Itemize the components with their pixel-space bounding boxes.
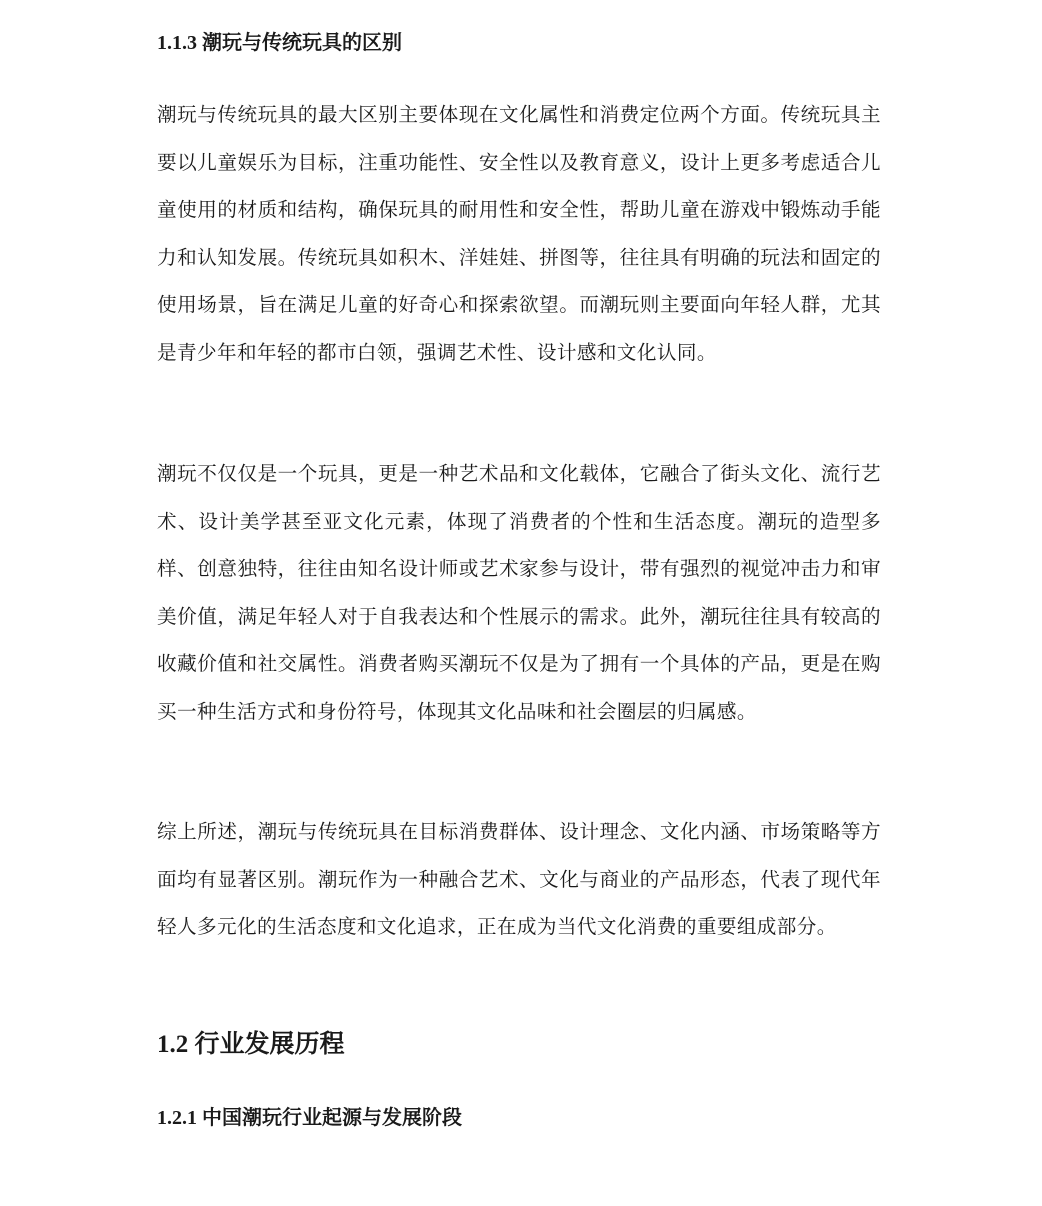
paragraph-2: 潮玩不仅仅是一个玩具，更是一种艺术品和文化载体，它融合了街头文化、流行艺术、设计美学甚至亚文化元素，体现了消费者的个性和生活态度。潮玩的造型多样、创意独特，往往由知名设计师或艺术家参与设计，带有强烈的视觉冲击力和审美价值，满足年轻人对于自我表达和个性展示的需求。此外，潮玩往往具有较高的收藏价值和社交属性。消费者购买潮玩不仅是为了拥有一个具体的产品，更是在购买一种生活方式和身份符号，体现其文化品味和社会圈层的归属感。 bbox=[157, 462, 881, 723]
paragraph-3: 综上所述，潮玩与传统玩具在目标消费群体、设计理念、文化内涵、市场策略等方面均有显著区别。潮玩作为一种融合艺术、文化与商业的产品形态，代表了现代年轻人多元化的生活态度和文化追求，正在成为当代文化消费的重要组成部分。 bbox=[157, 820, 881, 938]
section-heading-1-2-1: 1.2.1 中国潮玩行业起源与发展阶段 bbox=[157, 1107, 462, 1129]
section-heading-1-2: 1.2 行业发展历程 bbox=[157, 1031, 345, 1058]
paragraph-1: 潮玩与传统玩具的最大区别主要体现在文化属性和消费定位两个方面。传统玩具主要以儿童娱乐为目标，注重功能性、安全性以及教育意义，设计上更多考虑适合儿童使用的材质和结构，确保玩具的耐用性和安全性，帮助儿童在游戏中锻炼动手能力和认知发展。传统玩具如积木、洋娃娃、拼图等，往往具有明确的玩法和固定的使用场景，旨在满足儿童的好奇心和探索欲望。而潮玩则主要面向年轻人群，尤其是青少年和年轻的都市白领，强调艺术性、设计感和文化认同。 bbox=[157, 103, 881, 364]
section-heading-1-1-3: 1.1.3 潮玩与传统玩具的区别 bbox=[157, 32, 402, 54]
